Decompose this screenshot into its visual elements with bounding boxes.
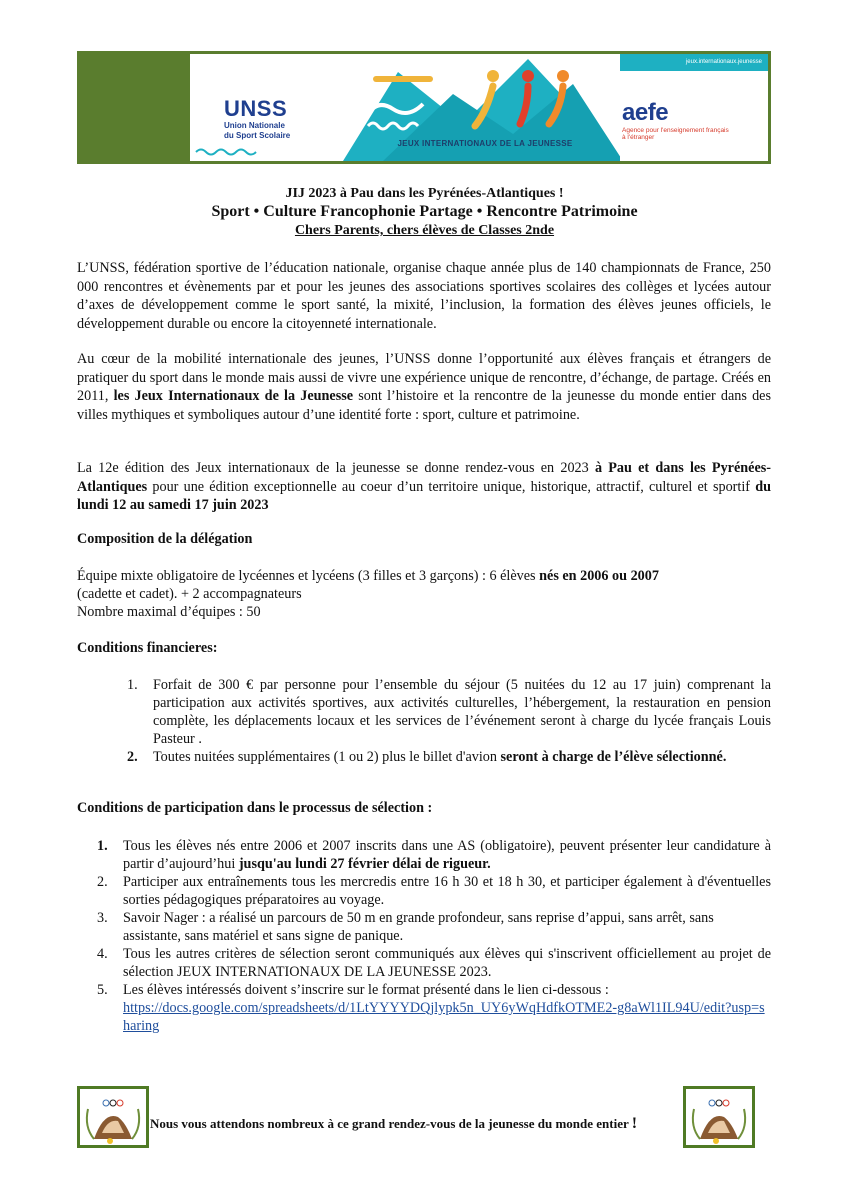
aefe-subtitle: Agence pour l'enseignement français à l'étranger	[622, 127, 729, 141]
selection-item-1-text: Tous les élèves nés entre 2006 et 2007 inscrits dans une AS (obligatoire), peuvent présenter leur candidature à partir d’aujourd’hui	[123, 838, 771, 872]
greeting: Chers Parents, chers élèves de Classes 2nde	[294, 223, 555, 238]
finance-item-2-text: Toutes nuitées supplémentaires (1 ou 2) plus le billet d'avion	[153, 749, 501, 765]
title-block	[0, 185, 849, 239]
selection-heading: Conditions de participation dans le processus de sélection :	[77, 800, 433, 816]
list-number: 4.	[97, 946, 108, 962]
delegation-line-1	[77, 567, 771, 586]
p3-text-bold-place: à Pau et dans les Pyrénées-Atlantiques	[77, 460, 771, 495]
list-item	[97, 981, 771, 1035]
footer-message	[150, 1115, 637, 1133]
unss-subtitle-1: Union Nationale	[224, 121, 285, 130]
event-tagline: Sport • Culture Francophonie Partage • Rencontre Patrimoine	[211, 203, 638, 220]
olympic-hands-icon	[80, 1089, 146, 1145]
jij-site-label: jeux.internationaux.jeunesse	[685, 59, 762, 65]
event-title: JIJ 2023 à Pau dans les Pyrénées-Atlantiques !	[285, 186, 564, 201]
registration-link[interactable]: https://docs.google.com/spreadsheets/d/1LtYYYYDQjlypk5n_UY6yWqHdfkOTME2-g8aWl1IL94U/edit?usp=sharing	[123, 1000, 765, 1034]
footer-logo-left	[77, 1086, 149, 1148]
finance-list	[127, 676, 771, 766]
list-item	[97, 945, 771, 981]
footer-exclamation: !	[631, 1115, 638, 1132]
list-item	[127, 748, 771, 766]
unss-subtitle-2: du Sport Scolaire	[224, 131, 291, 140]
delegation-line-2: (cadette et cadet). + 2 accompagnateurs	[77, 586, 302, 602]
p2-text-c: sont l’histoire et la rencontre de la jeunesse du monde entier dans des villes mythiques et symboliques autour d’une identité forte : sport, culture et patrimoine.	[77, 388, 771, 423]
selection-list	[97, 837, 771, 1035]
wave-decoration-icon	[194, 146, 264, 156]
selection-item-3-text-cont: assistante, sans matériel et sans signe de panique.	[123, 928, 404, 944]
list-number: 5.	[97, 982, 108, 998]
list-item	[127, 676, 771, 748]
list-item	[97, 837, 771, 873]
intro-paragraph-3	[77, 459, 771, 515]
p2-text-a: Au cœur de la mobilité internationale des jeunes, l’UNSS donne l’opportunité aux élèves français et étrangers de pratiquer du sport dans le monde mais aussi de vivre une expérience unique de rencontre, d’échange, de partage. Créés en 2011,	[77, 351, 771, 404]
list-number: 2.	[97, 874, 108, 890]
selection-item-5-text: Les élèves intéressés doivent s’inscrire sur le format présenté dans le lien ci-dessous :	[123, 982, 609, 998]
intro-paragraph-1: L’UNSS, fédération sportive de l’éducation nationale, organise chaque année plus de 140 championnats de France, 250 000 rencontres et évènements par et pour les jeunes des associations sportives scolaires des collèges et lycées autour d’axes de développement comme le sport santé, la mixité, l’inclusion, la formation des élèves jeunes officiels, le développement durable ou encore la citoyenneté internationale.	[77, 260, 771, 332]
banner-inner	[190, 54, 768, 161]
p3-text-c: pour une édition exceptionnelle au coeur d’un territoire unique, historique, attractif, culturel et sportif	[147, 478, 756, 495]
p3-text-bold-dates: du lundi 12 au samedi 17 juin 2023	[77, 478, 771, 513]
list-item	[97, 873, 771, 909]
selection-item-1-bold: jusqu'au lundi 27 février délai de rigueur.	[238, 856, 491, 872]
jij-caption: JEUX INTERNATIONAUX DE LA JEUNESSE	[397, 139, 573, 148]
list-number: 2.	[127, 749, 138, 765]
finance-heading: Conditions financieres:	[77, 640, 218, 656]
list-number: 3.	[97, 910, 108, 926]
list-item	[97, 909, 771, 945]
selection-item-4-text: Tous les autres critères de sélection seront communiqués aux élèves qui s'inscrivent officiellement au projet de sélection JEUX INTERNATIONAUX DE LA JEUNESSE 2023.	[123, 946, 771, 980]
p3-text-a: La 12e édition des Jeux internationaux de la jeunesse se donne rendez-vous en 2023	[77, 460, 595, 476]
p2-text-bold: les Jeux Internationaux de la Jeunesse	[113, 388, 354, 404]
footer-logo-right	[683, 1086, 755, 1148]
intro-paragraph-2	[77, 350, 771, 424]
finance-item-2-bold: seront à charge de l’élève sélectionné.	[500, 749, 727, 765]
list-number: 1.	[97, 838, 108, 854]
delegation-text: Équipe mixte obligatoire de lycéennes et lycéens (3 filles et 3 garçons) : 6 élèves	[77, 568, 540, 584]
aefe-logo-word: aefe	[622, 99, 669, 126]
olympic-hands-icon	[686, 1089, 752, 1145]
selection-item-3-text: Savoir Nager : a réalisé un parcours de 50 m en grande profondeur, sans reprise d’appui, sans arrêt, sans	[123, 910, 714, 926]
delegation-birth-years: nés en 2006 ou 2007	[539, 568, 659, 584]
delegation-line-3: Nombre maximal d’équipes : 50	[77, 604, 261, 620]
finance-item-1-text: Forfait de 300 € par personne pour l’ensemble du séjour (5 nuitées du 12 au 17 juin) comprenant la participation aux activités sportives, aux activités culturelles, l’hébergement, la restauration en pension complète, les déplacements locaux et les services de l’événement seront à charge du lycée français Louis Pasteur .	[153, 677, 771, 747]
list-number: 1.	[127, 677, 138, 693]
unss-logo-word: UNSS	[224, 96, 288, 121]
unss-logo	[224, 98, 314, 140]
footer-text: Nous vous attendons nombreux à ce grand rendez-vous de la jeunesse du monde entier	[150, 1116, 632, 1131]
header-banner	[77, 51, 771, 164]
selection-item-2-text: Participer aux entraînements tous les mercredis entre 16 h 30 et 18 h 30, et participer également à d'éventuelles sorties pédagogiques préparatoires au voyage.	[123, 874, 771, 908]
delegation-heading: Composition de la délégation	[77, 531, 253, 547]
